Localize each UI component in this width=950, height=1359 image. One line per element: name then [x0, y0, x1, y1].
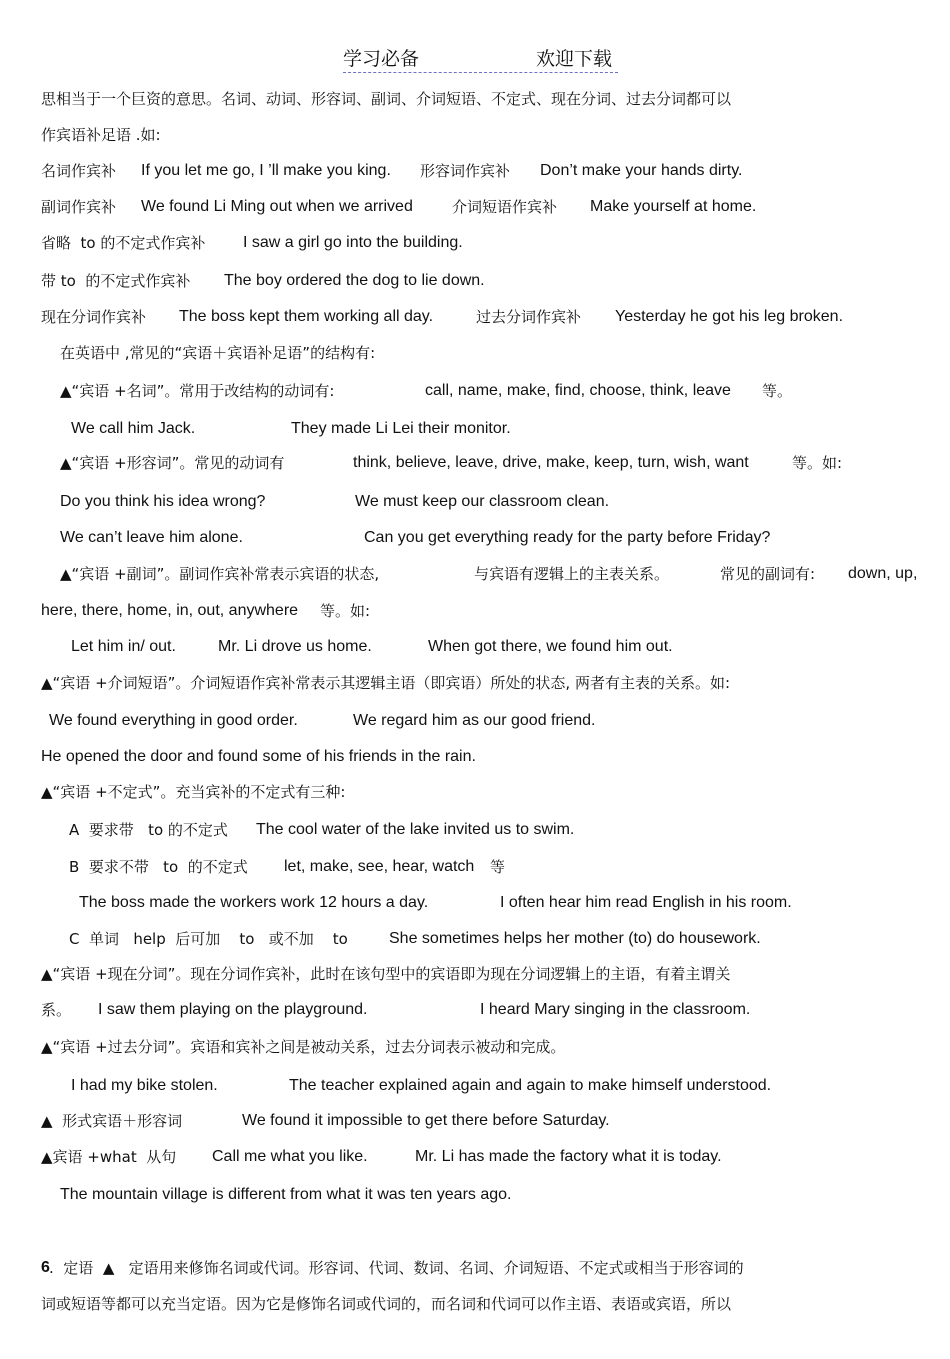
- line-segment: 现在分词作宾补: [41, 308, 147, 326]
- line-segment: The mountain village is different from what it was ten years ago.: [60, 1186, 512, 1203]
- line-segment: We found Li Ming out when we arrived: [141, 198, 413, 215]
- line-segment: The boss kept them working all day.: [179, 308, 434, 325]
- line-segment: 带 to 的不定式作宾补: [41, 272, 191, 290]
- line-segment: Do you think his idea wrong?: [60, 493, 266, 510]
- text-line: [0, 1293, 732, 1359]
- line-segment: 等。: [762, 382, 793, 400]
- line-segment: 与宾语有逻辑上的主表关系。: [474, 565, 670, 583]
- line-segment: They made Li Lei their monitor.: [291, 420, 511, 437]
- line-segment: Mr. Li drove us home.: [218, 638, 372, 655]
- line-segment: 系。: [41, 1001, 72, 1019]
- line-segment: ▲“宾语 +副词”。副词作宾补常表示宾语的状态,: [60, 565, 380, 583]
- line-segment: 词或短语等都可以充当定语。因为它是修饰名词或代词的，而名词和代词可以作主语、表语或宾语，所以: [41, 1295, 732, 1313]
- line-segment: We found everything in good order.: [49, 712, 298, 729]
- line-segment: Make yourself at home.: [590, 198, 757, 215]
- line-segment: C 单词 help 后可加 to 或不加 to: [69, 930, 348, 948]
- line-segment: We can’t leave him alone.: [60, 529, 243, 546]
- line-segment: 副词作宾补: [41, 198, 117, 216]
- line-segment: 作宾语补足语 .如:: [41, 126, 161, 144]
- line-segment: Call me what you like.: [212, 1148, 368, 1165]
- section-number: 6: [41, 1259, 50, 1276]
- line-segment: Yesterday he got his leg broken.: [615, 308, 844, 325]
- line-segment: I saw them playing on the playground.: [98, 1001, 368, 1018]
- line-segment: 等。如:: [792, 454, 843, 472]
- line-segment: down, up,: [848, 565, 918, 582]
- line-segment: A 要求带 to 的不定式: [69, 821, 228, 839]
- page-header: [0, 46, 950, 76]
- line-segment: ▲“宾语 +现在分词”。现在分词作宾补，此时在该句型中的宾语即为现在分词逻辑上的主语，有着主谓关: [41, 965, 731, 983]
- line-segment: We regard him as our good friend.: [353, 712, 596, 729]
- line-segment: 名词作宾补: [41, 162, 117, 180]
- line-segment: 常见的副词有:: [720, 565, 816, 583]
- line-segment: The boy ordered the dog to lie down.: [224, 272, 485, 289]
- header-left-text: 学习必备: [343, 48, 420, 70]
- line-segment: 省略 to 的不定式作宾补: [41, 234, 206, 252]
- line-segment: 介词短语作宾补: [452, 198, 558, 216]
- line-segment: I had my bike stolen.: [71, 1077, 218, 1094]
- line-segment: I heard Mary singing in the classroom.: [480, 1001, 751, 1018]
- line-segment: 思相当于一个巨资的意思。名词、动词、形容词、副词、介词短语、不定式、现在分词、过去分词都可以: [41, 90, 732, 108]
- line-segment: 过去分词作宾补: [476, 308, 582, 326]
- line-segment: here, there, home, in, out, anywhere: [41, 602, 299, 619]
- line-segment: 等。如:: [320, 602, 371, 620]
- line-segment: Mr. Li has made the factory what it is today.: [415, 1148, 722, 1165]
- line-segment: call, name, make, find, choose, think, leave: [425, 382, 731, 399]
- line-segment: The cool water of the lake invited us to swim.: [256, 821, 575, 838]
- line-segment: I saw a girl go into the building.: [243, 234, 463, 251]
- line-segment: . 定语 ▲ 定语用来修饰名词或代词。形容词、代词、数词、名词、介词短语、不定式或相当于形容词的: [49, 1259, 744, 1277]
- line-segment: He opened the door and found some of his friends in the rain.: [41, 748, 476, 765]
- line-segment: 在英语中 ,常见的“宾语＋宾语补足语”的结构有:: [60, 344, 376, 362]
- text-line: [0, 1184, 512, 1250]
- line-segment: B 要求不带 to 的不定式: [69, 858, 248, 876]
- line-segment: The boss made the workers work 12 hours a day.: [79, 894, 429, 911]
- header-right-text: 欢迎下载: [536, 48, 613, 70]
- line-segment: ▲“宾语 +形容词”。常见的动词有: [60, 454, 285, 472]
- line-segment: ▲“宾语 +名词”。常用于改结构的动词有:: [60, 382, 335, 400]
- line-segment: ▲“宾语 +介词短语”。介词短语作宾补常表示其逻辑主语（即宾语）所处的状态, 两者有主表的关系。如:: [41, 674, 731, 692]
- header-dashed-rule: [343, 72, 618, 73]
- line-segment: The teacher explained again and again to make himself understood.: [289, 1077, 772, 1094]
- line-segment: I often hear him read English in his room.: [500, 894, 792, 911]
- line-segment: ▲“宾语 +过去分词”。宾语和宾补之间是被动关系，过去分词表示被动和完成。: [41, 1038, 566, 1056]
- line-segment: She sometimes helps her mother (to) do housework.: [389, 930, 761, 947]
- line-segment: We found it impossible to get there before Saturday.: [242, 1112, 610, 1129]
- line-segment: Can you get everything ready for the party before Friday?: [364, 529, 771, 546]
- line-segment: We call him Jack.: [71, 420, 196, 437]
- line-segment: think, believe, leave, drive, make, keep, turn, wish, want: [353, 454, 749, 471]
- line-segment: Don’t make your hands dirty.: [540, 162, 743, 179]
- line-segment: ▲“宾语 +不定式”。充当宾补的不定式有三种:: [41, 783, 346, 801]
- line-segment: If you let me go, I ’ll make you king.: [141, 162, 391, 179]
- line-segment: 等: [490, 858, 506, 876]
- line-segment: When got there, we found him out.: [428, 638, 673, 655]
- line-segment: Let him in/ out.: [71, 638, 176, 655]
- line-segment: ▲ 形式宾语＋形容词: [41, 1112, 183, 1130]
- line-segment: 形容词作宾补: [420, 162, 511, 180]
- line-segment: let, make, see, hear, watch: [284, 858, 475, 875]
- line-segment: We must keep our classroom clean.: [355, 493, 610, 510]
- line-segment: ▲宾语 +what 从句: [41, 1148, 177, 1166]
